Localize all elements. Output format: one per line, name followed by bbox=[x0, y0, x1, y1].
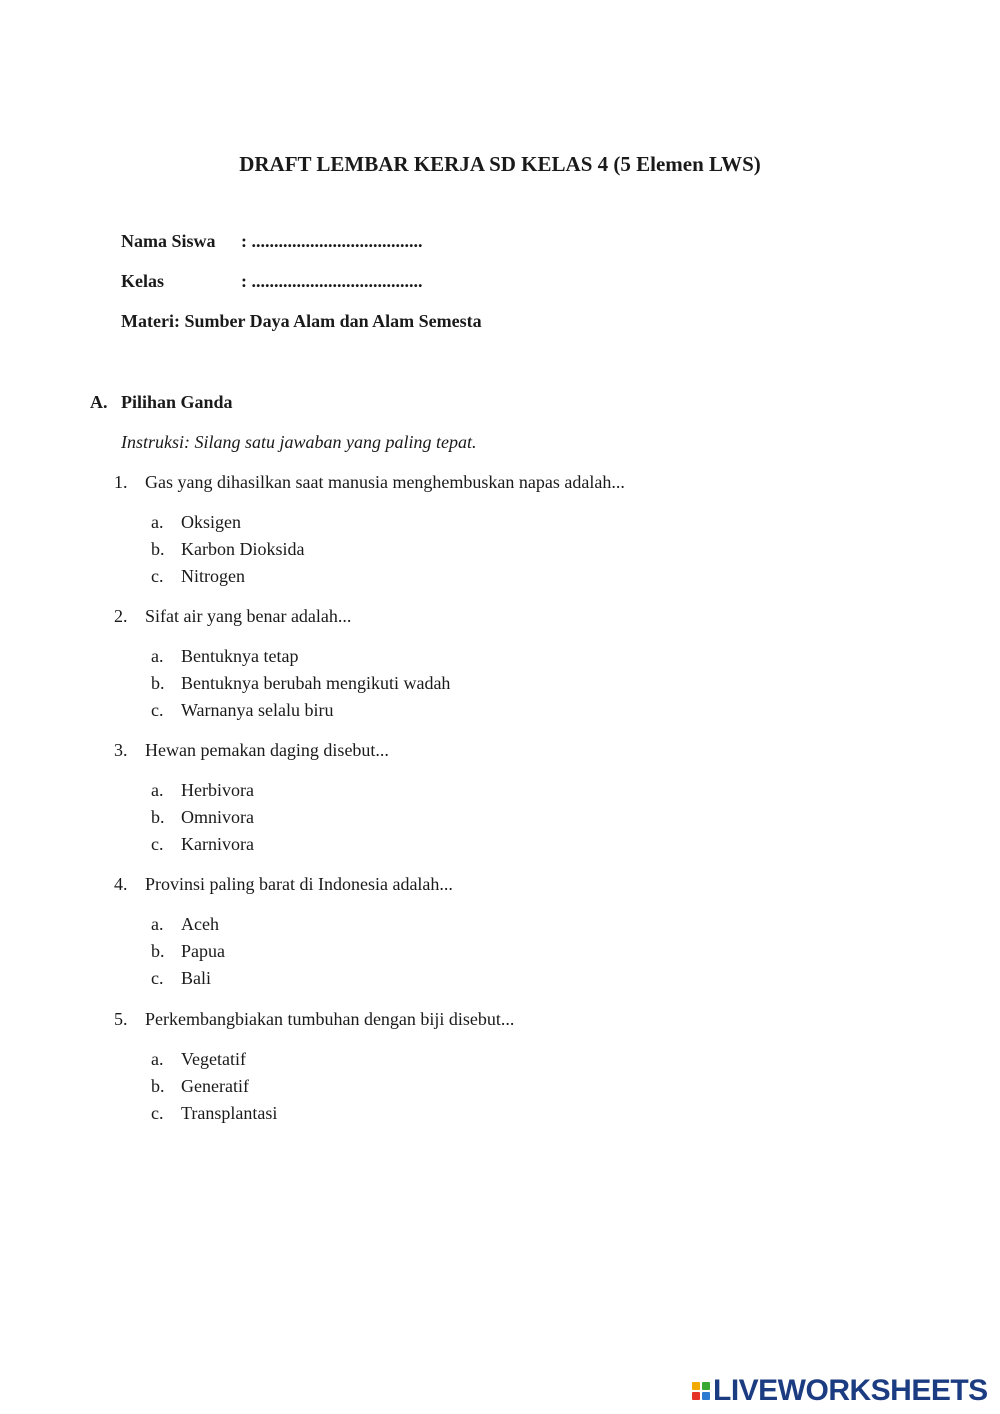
option-text: Oksigen bbox=[181, 512, 241, 532]
section-letter: A. bbox=[90, 392, 108, 412]
option-letter: a. bbox=[151, 646, 164, 666]
question-5 bbox=[114, 1009, 514, 1030]
section-title: Pilihan Ganda bbox=[121, 392, 233, 412]
option-text: Papua bbox=[181, 941, 225, 961]
logo-text: LIVEWORKSHEETS bbox=[713, 1374, 988, 1407]
question-number: 1. bbox=[114, 472, 128, 492]
option-text: Herbivora bbox=[181, 780, 254, 800]
question-1 bbox=[114, 472, 625, 493]
student-name-label: Nama Siswa bbox=[121, 231, 216, 251]
option-letter: b. bbox=[151, 941, 165, 961]
option-text: Bentuknya tetap bbox=[181, 646, 299, 666]
option-5a[interactable] bbox=[151, 1049, 246, 1070]
option-text: Karbon Dioksida bbox=[181, 539, 305, 559]
option-letter: a. bbox=[151, 1049, 164, 1069]
option-text: Bentuknya berubah mengikuti wadah bbox=[181, 673, 451, 693]
option-text: Warnanya selalu biru bbox=[181, 700, 334, 720]
option-letter: b. bbox=[151, 539, 165, 559]
option-text: Omnivora bbox=[181, 807, 254, 827]
question-number: 4. bbox=[114, 874, 128, 894]
option-3a[interactable] bbox=[151, 780, 254, 801]
question-text: Perkembangbiakan tumbuhan dengan biji disebut... bbox=[145, 1009, 515, 1029]
worksheet-title: DRAFT LEMBAR KERJA SD KELAS 4 (5 Elemen LWS) bbox=[239, 152, 761, 176]
option-2c[interactable] bbox=[151, 700, 334, 721]
logo-square bbox=[702, 1392, 710, 1400]
question-text: Gas yang dihasilkan saat manusia menghembuskan napas adalah... bbox=[145, 472, 625, 492]
class-label: Kelas bbox=[121, 271, 164, 291]
option-letter: c. bbox=[151, 566, 164, 586]
option-letter: c. bbox=[151, 700, 164, 720]
instruction-text: Instruksi: Silang satu jawaban yang paling tepat. bbox=[121, 432, 477, 452]
option-1c[interactable] bbox=[151, 566, 245, 587]
option-letter: b. bbox=[151, 1076, 165, 1096]
logo-square bbox=[692, 1392, 700, 1400]
liveworksheets-logo bbox=[692, 1374, 988, 1408]
option-text: Nitrogen bbox=[181, 566, 245, 586]
question-number: 2. bbox=[114, 606, 128, 626]
option-letter: c. bbox=[151, 968, 164, 988]
option-2a[interactable] bbox=[151, 646, 298, 667]
option-letter: c. bbox=[151, 834, 164, 854]
option-letter: a. bbox=[151, 780, 164, 800]
option-text: Aceh bbox=[181, 914, 219, 934]
option-5b[interactable] bbox=[151, 1076, 249, 1097]
question-4 bbox=[114, 874, 453, 895]
logo-mark-icon bbox=[692, 1382, 710, 1400]
option-text: Generatif bbox=[181, 1076, 249, 1096]
option-5c[interactable] bbox=[151, 1103, 277, 1124]
question-number: 5. bbox=[114, 1009, 128, 1029]
student-name-row bbox=[121, 231, 423, 252]
student-name-field[interactable]: : ...................................... bbox=[241, 231, 423, 251]
option-letter: c. bbox=[151, 1103, 164, 1123]
logo-square bbox=[702, 1382, 710, 1390]
option-letter: b. bbox=[151, 807, 165, 827]
option-letter: a. bbox=[151, 512, 164, 532]
option-text: Karnivora bbox=[181, 834, 254, 854]
option-text: Bali bbox=[181, 968, 211, 988]
materi-line: Materi: Sumber Daya Alam dan Alam Semesta bbox=[121, 311, 482, 331]
section-heading bbox=[90, 392, 233, 413]
option-4b[interactable] bbox=[151, 941, 225, 962]
option-letter: a. bbox=[151, 914, 164, 934]
question-text: Hewan pemakan daging disebut... bbox=[145, 740, 389, 760]
question-text: Sifat air yang benar adalah... bbox=[145, 606, 352, 626]
logo-square bbox=[692, 1382, 700, 1390]
question-3 bbox=[114, 740, 389, 761]
option-text: Vegetatif bbox=[181, 1049, 246, 1069]
option-2b[interactable] bbox=[151, 673, 450, 694]
option-4a[interactable] bbox=[151, 914, 219, 935]
option-1a[interactable] bbox=[151, 512, 241, 533]
class-field[interactable]: : ...................................... bbox=[241, 271, 423, 291]
option-3c[interactable] bbox=[151, 834, 254, 855]
option-3b[interactable] bbox=[151, 807, 254, 828]
option-letter: b. bbox=[151, 673, 165, 693]
question-number: 3. bbox=[114, 740, 128, 760]
question-2 bbox=[114, 606, 351, 627]
option-text: Transplantasi bbox=[181, 1103, 278, 1123]
option-1b[interactable] bbox=[151, 539, 304, 560]
class-row bbox=[121, 271, 423, 292]
question-text: Provinsi paling barat di Indonesia adalah... bbox=[145, 874, 453, 894]
option-4c[interactable] bbox=[151, 968, 211, 989]
